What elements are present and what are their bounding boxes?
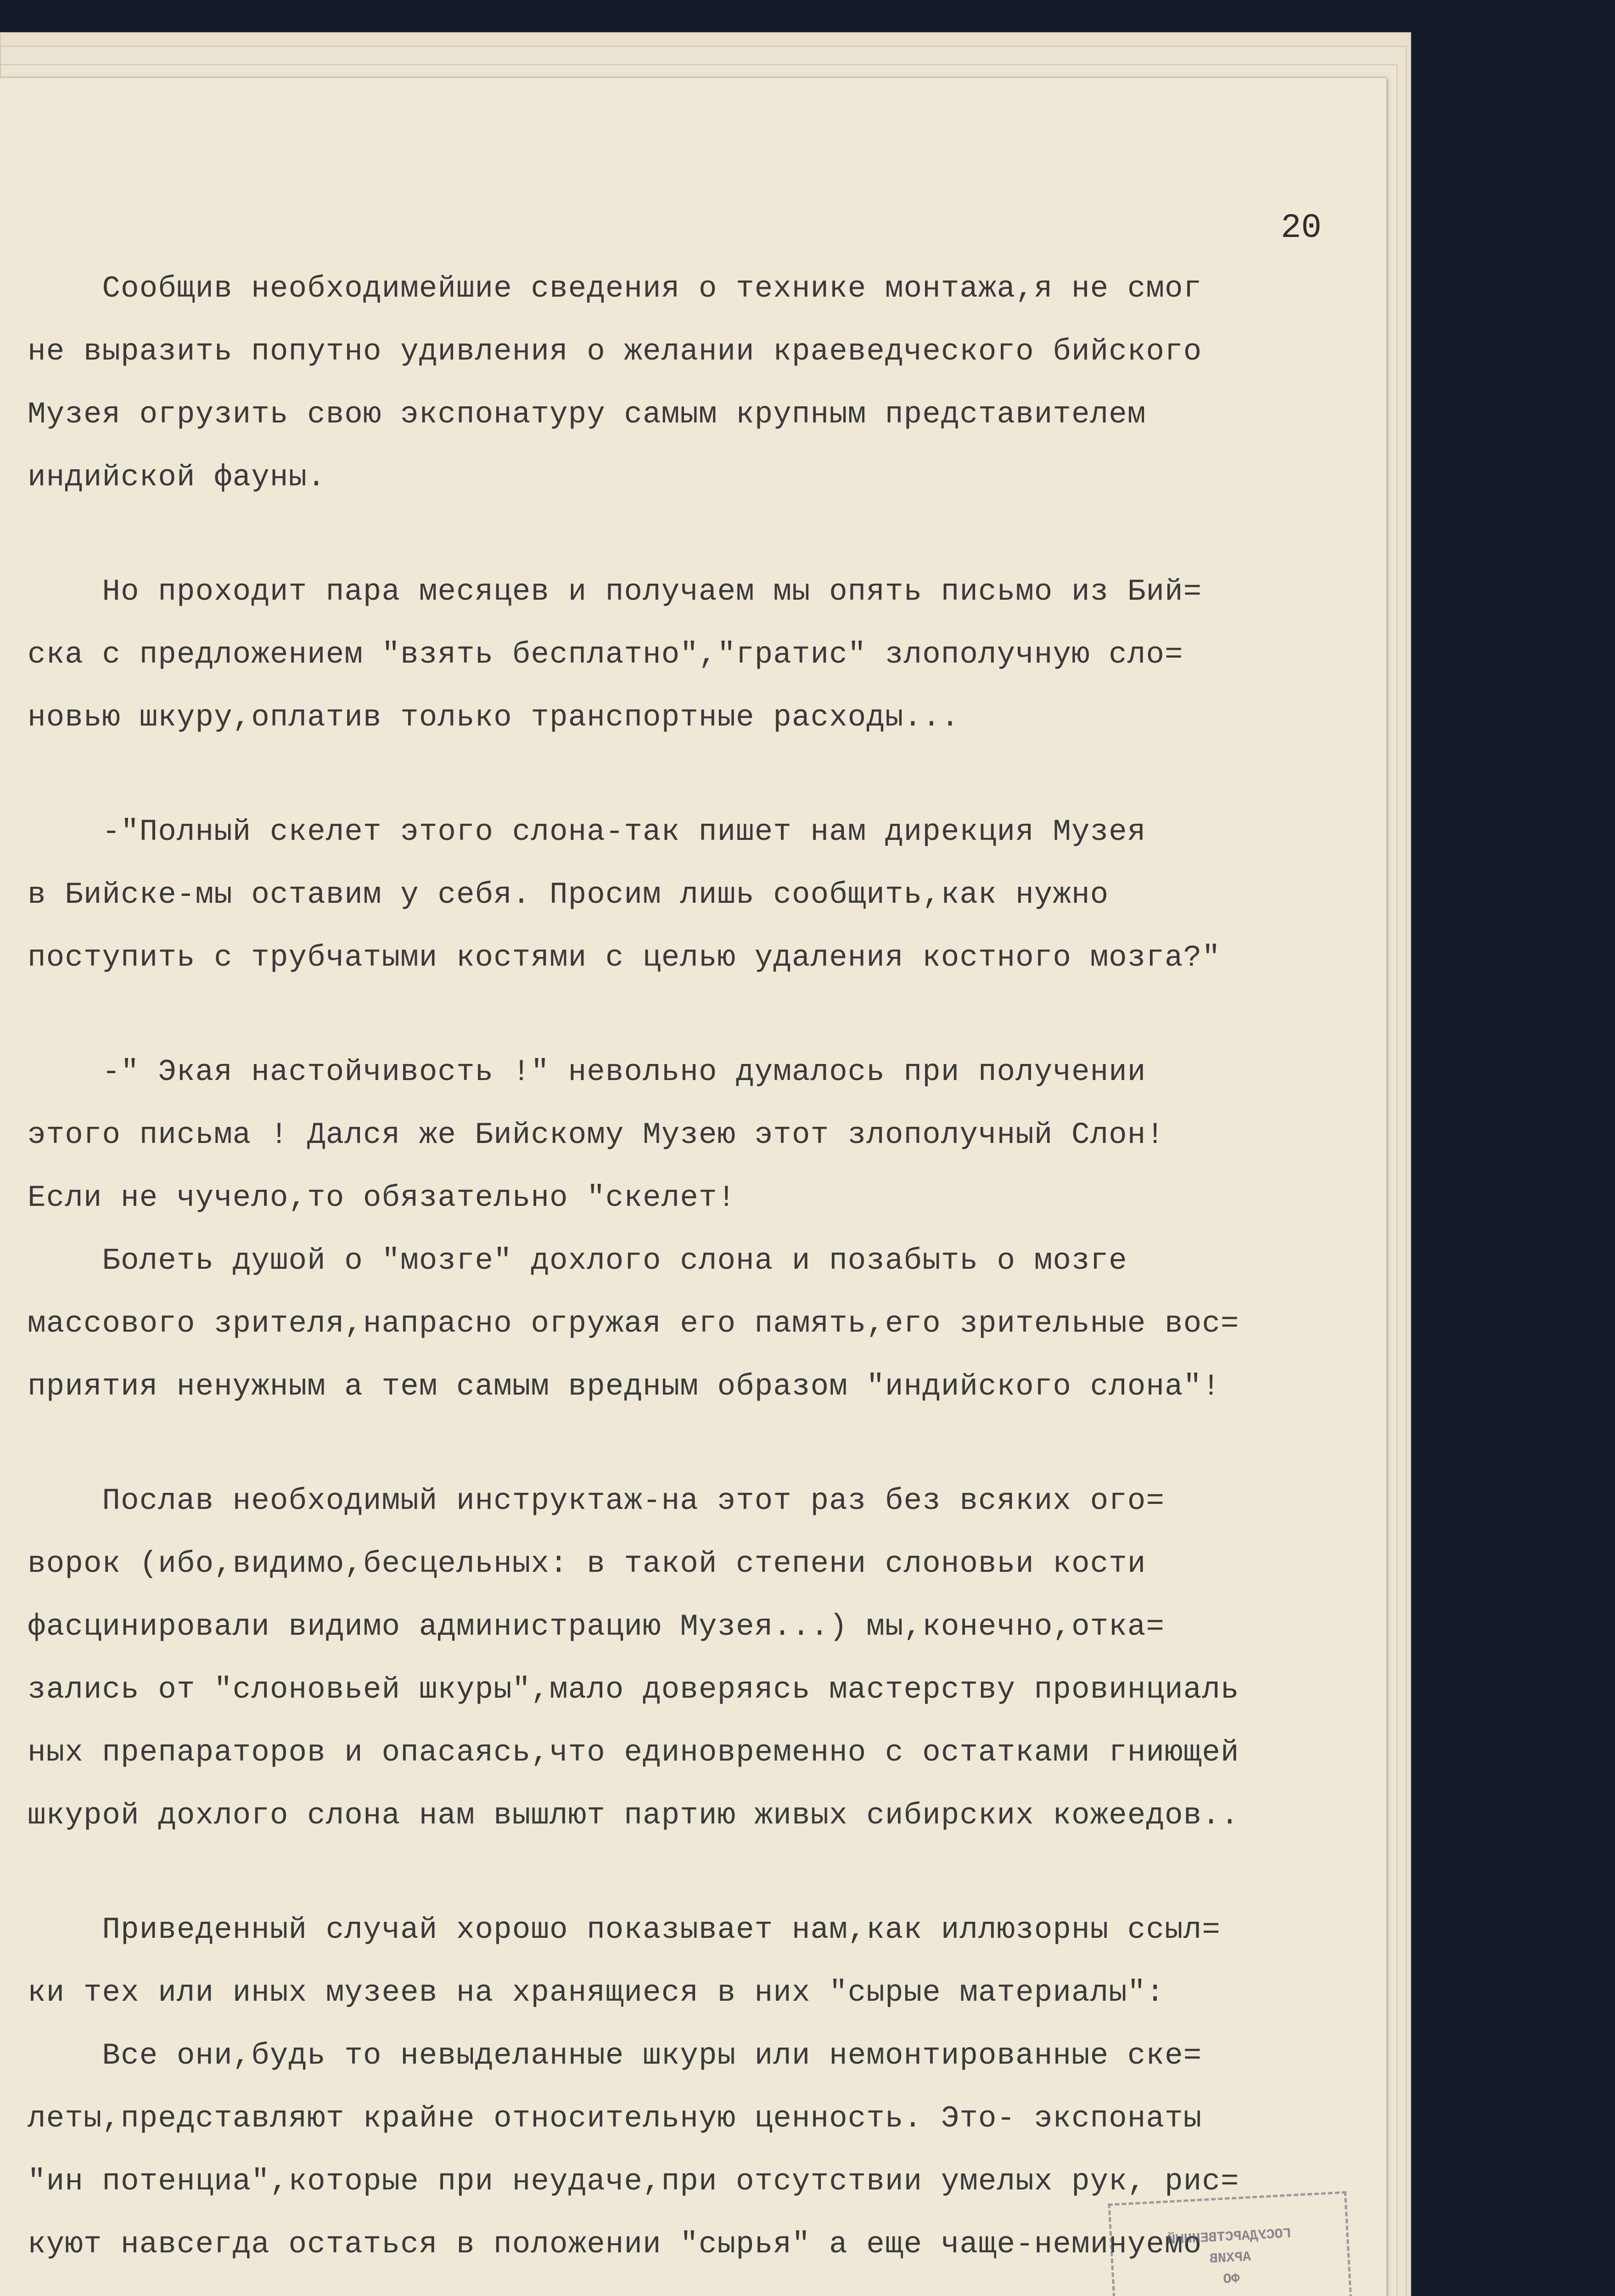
paragraph bbox=[28, 1469, 1386, 1847]
stamp-line: АРХИВ bbox=[1209, 2249, 1251, 2267]
text-line: -" Экая настойчивость !" невольно думалось при получении bbox=[28, 1055, 1146, 1089]
paragraph bbox=[28, 257, 1386, 509]
paragraph bbox=[28, 800, 1386, 989]
text-line: "ин потенциа",которые при неудаче,при отсутствии умелых рук, рис= bbox=[28, 2164, 1239, 2199]
paragraph bbox=[28, 560, 1386, 749]
stamp-line: ФО bbox=[1222, 2271, 1240, 2288]
text-line: Приведенный случай хорошо показывает нам,как иллюзорны ссыл= bbox=[28, 1913, 1221, 1947]
text-line: Но проходит пара месяцев и получаем мы опять письмо из Бий= bbox=[28, 574, 1202, 609]
text-line: леты,представляют крайне относительную ценность. Это- экспонаты bbox=[28, 2101, 1202, 2136]
archive-stamp bbox=[1108, 2191, 1352, 2296]
text-line: Сообщив необходимейшие сведения о технике монтажа,я не смог bbox=[28, 271, 1202, 306]
text-line: шкурой дохлого слона нам вышлют партию живых сибирских кожеедов.. bbox=[28, 1798, 1239, 1833]
text-line: ных препараторов и опасаясь,что единовременно с остатками гниющей bbox=[28, 1735, 1239, 1770]
text-line: ворок (ибо,видимо,бесцельных: в такой степени слоновьи кости bbox=[28, 1547, 1146, 1581]
text-line: зались от "слоновьей шкуры",мало доверяясь мастерству провинциаль bbox=[28, 1672, 1239, 1707]
text-line: Если не чучело,то обязательно "скелет! bbox=[28, 1181, 736, 1215]
text-line: не выразить попутно удивления о желании краеведческого бийского bbox=[28, 334, 1202, 369]
stamp-line: ГОСУДАРСТВЕННЫЙ bbox=[1166, 2226, 1292, 2248]
page-body-text bbox=[28, 257, 1386, 2276]
text-line: поступить с трубчатыми костями с целью удаления костного мозга?" bbox=[28, 940, 1221, 975]
text-line: Музея огрузить свою экспонатуру самым крупным представителем bbox=[28, 397, 1146, 432]
text-line: приятия ненужным а тем самым вредным образом "индийского слона"! bbox=[28, 1369, 1221, 1404]
text-line: ска с предложением "взять бесплатно","гратис" злополучную сло= bbox=[28, 637, 1183, 672]
text-line: куют навсегда остаться в положении "сырья" а еще чаще-неминуемо bbox=[28, 2227, 1202, 2262]
text-line: фасцинировали видимо администрацию Музея...) мы,конечно,отка= bbox=[28, 1609, 1165, 1644]
text-line: ки тех или иных музеев на хранящиеся в них "сырые материалы": bbox=[28, 1975, 1165, 2010]
text-line: Болеть душой о "мозге" дохлого слона и позабыть о мозге bbox=[28, 1244, 1127, 1278]
text-line: Послав необходимый инструктаж-на этот раз без всяких ого= bbox=[28, 1484, 1165, 1518]
page-number: 20 bbox=[1281, 209, 1322, 248]
text-line: в Бийске-мы оставим у себя. Просим лишь сообщить,как нужно bbox=[28, 878, 1109, 912]
paragraph bbox=[28, 1041, 1386, 1418]
text-line: новью шкуру,оплатив только транспортные расходы... bbox=[28, 700, 960, 735]
text-line: индийской фауны. bbox=[28, 460, 326, 495]
text-line: -"Полный скелет этого слона-так пишет нам дирекция Музея bbox=[28, 815, 1146, 849]
text-line: Все они,будь то невыделанные шкуры или немонтированные ске= bbox=[28, 2038, 1202, 2073]
text-line: массового зрителя,напрасно огружая его память,его зрительные вос= bbox=[28, 1306, 1239, 1341]
text-line: этого письма ! Дался же Бийскому Музею этот злополучный Слон! bbox=[28, 1118, 1165, 1152]
